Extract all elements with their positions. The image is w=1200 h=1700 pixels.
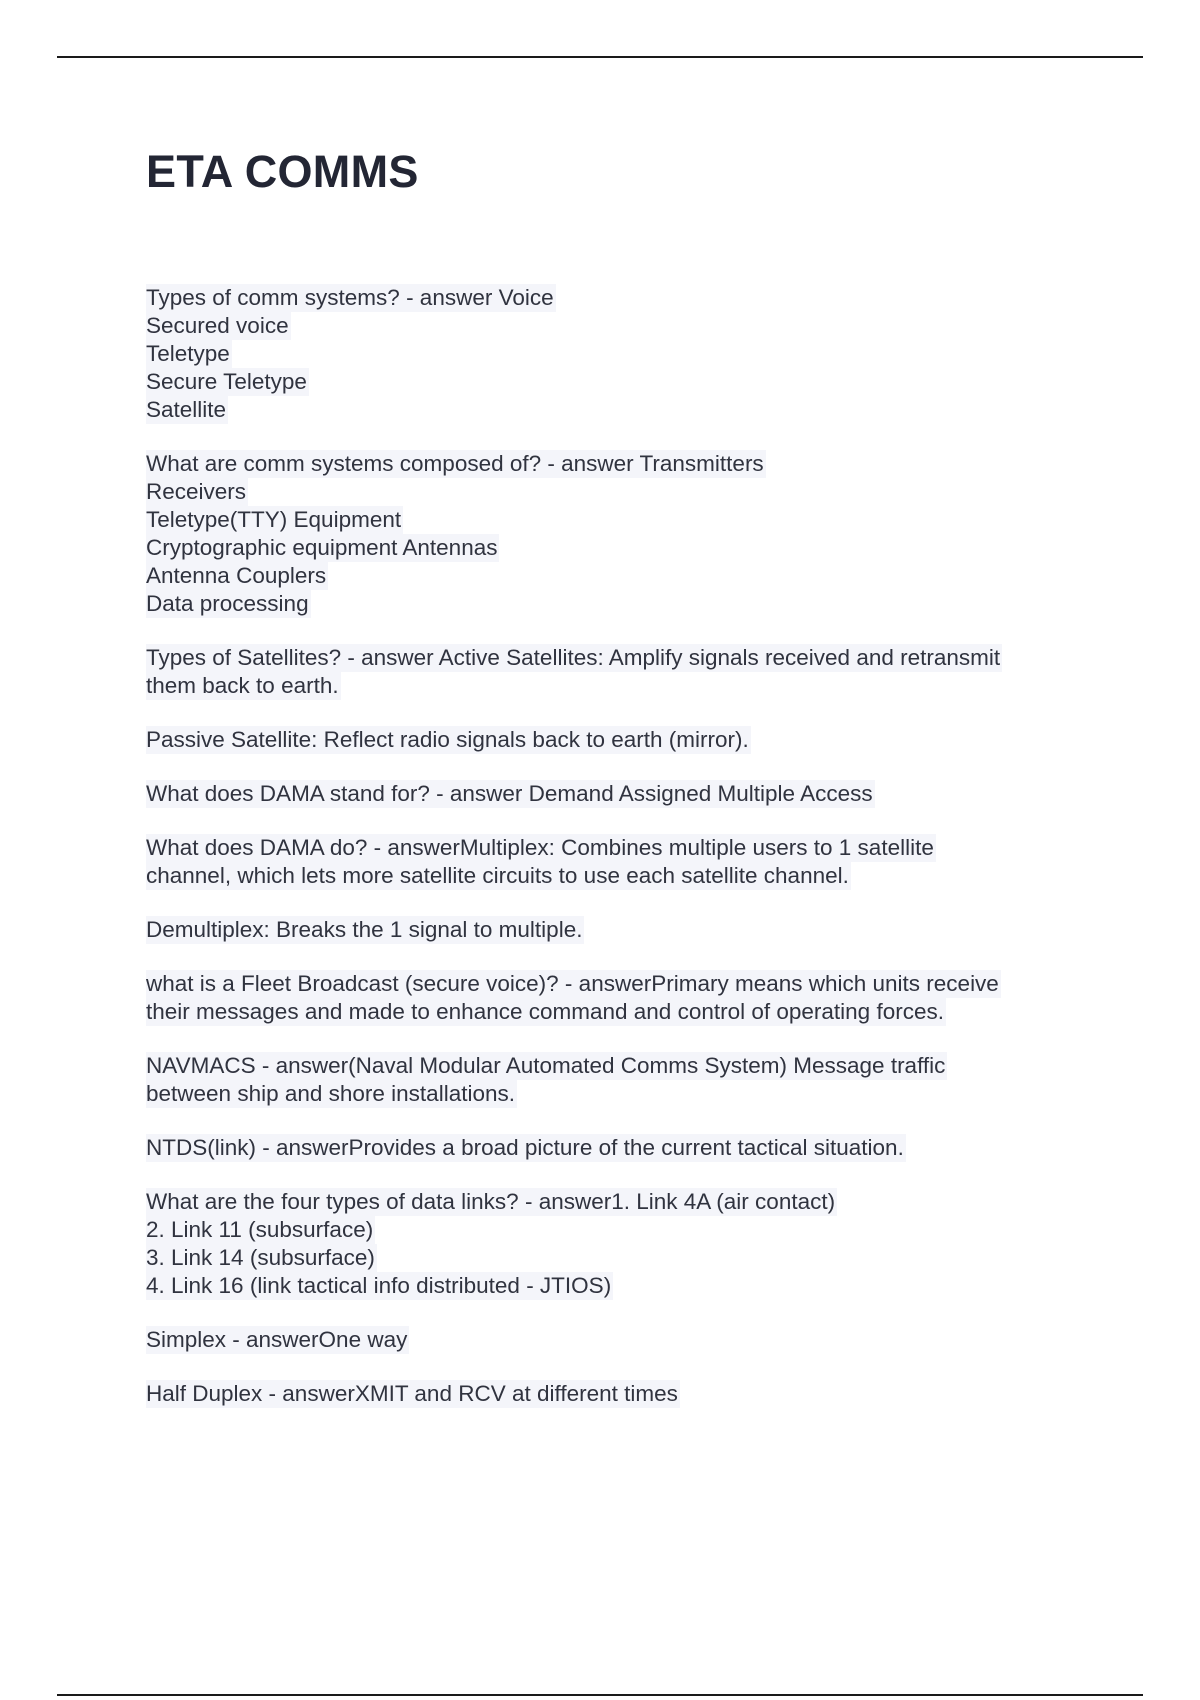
qa-line: Satellite: [146, 397, 227, 422]
qa-line: Cryptographic equipment Antennas: [146, 535, 498, 560]
qa-line: Demultiplex: Breaks the 1 signal to multiple.: [146, 917, 583, 942]
qa-list: [146, 284, 1086, 1434]
qa-entry: [146, 1326, 1086, 1354]
qa-line: What does DAMA do? - answerMultiplex: Combines multiple users to 1 satellite: [146, 835, 934, 860]
qa-line: Secured voice: [146, 313, 289, 338]
qa-line: Antenna Couplers: [146, 563, 327, 588]
top-rule: [57, 56, 1143, 58]
qa-line: Types of Satellites? - answer Active Satellites: Amplify signals received and retransmit: [146, 645, 1001, 670]
qa-line: Teletype: [146, 341, 230, 366]
qa-line: NAVMACS - answer(Naval Modular Automated Comms System) Message traffic: [146, 1053, 946, 1078]
qa-entry: [146, 1052, 1086, 1108]
qa-entry: [146, 644, 1086, 700]
qa-entry: [146, 834, 1086, 890]
qa-line: Receivers: [146, 479, 247, 504]
qa-line: 2. Link 11 (subsurface): [146, 1217, 374, 1242]
qa-line: channel, which lets more satellite circuits to use each satellite channel.: [146, 863, 849, 888]
qa-line: what is a Fleet Broadcast (secure voice)? - answerPrimary means which units receive: [146, 971, 999, 996]
qa-line: Data processing: [146, 591, 309, 616]
qa-entry: [146, 284, 1086, 424]
bottom-rule: [57, 1694, 1143, 1696]
qa-line: Half Duplex - answerXMIT and RCV at different times: [146, 1381, 678, 1406]
qa-line: Passive Satellite: Reflect radio signals back to earth (mirror).: [146, 727, 749, 752]
qa-line: 3. Link 14 (subsurface): [146, 1245, 375, 1270]
qa-entry: [146, 1134, 1086, 1162]
qa-entry: [146, 916, 1086, 944]
qa-line: 4. Link 16 (link tactical info distributed - JTIOS): [146, 1273, 612, 1298]
qa-line: What does DAMA stand for? - answer Demand Assigned Multiple Access: [146, 781, 873, 806]
qa-entry: [146, 450, 1086, 618]
page-title: ETA COMMS: [146, 146, 419, 197]
qa-entry: [146, 780, 1086, 808]
qa-entry: [146, 1188, 1086, 1300]
qa-line: between ship and shore installations.: [146, 1081, 515, 1106]
qa-entry: [146, 726, 1086, 754]
qa-line: their messages and made to enhance command and control of operating forces.: [146, 999, 944, 1024]
qa-line: What are comm systems composed of? - answer Transmitters: [146, 451, 764, 476]
qa-line: Secure Teletype: [146, 369, 307, 394]
qa-line: Types of comm systems? - answer Voice: [146, 285, 554, 310]
qa-line: What are the four types of data links? - answer1. Link 4A (air contact): [146, 1189, 836, 1214]
qa-line: them back to earth.: [146, 673, 339, 698]
qa-entry: [146, 1380, 1086, 1408]
qa-line: Simplex - answerOne way: [146, 1327, 408, 1352]
qa-line: NTDS(link) - answerProvides a broad picture of the current tactical situation.: [146, 1135, 904, 1160]
qa-line: Teletype(TTY) Equipment: [146, 507, 402, 532]
qa-entry: [146, 970, 1086, 1026]
